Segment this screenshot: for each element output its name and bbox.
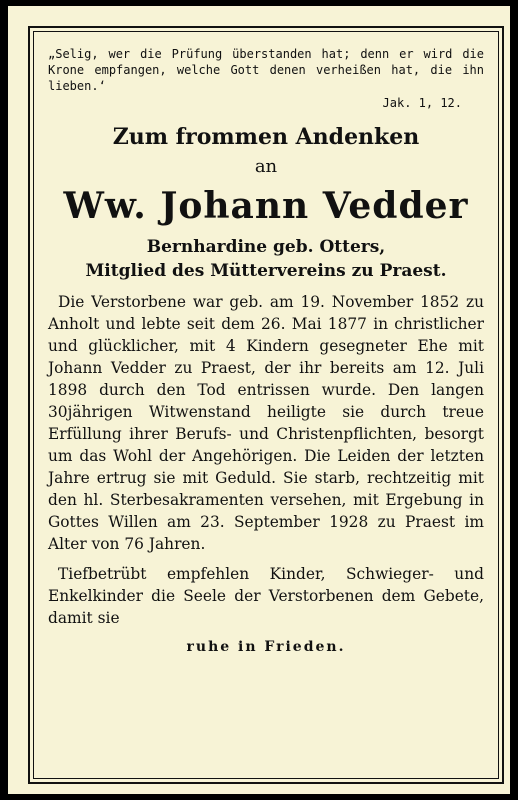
birth-name: Bernhardine geb. Otters,: [146, 237, 386, 257]
deceased-name: Ww. Johann Vedder: [63, 185, 469, 227]
motto-quote: „Selig, wer die Prüfung überstanden hat; denn er wird die Krone empfangen, welche Gott denen verheißen hat, die ihn lieben.‘: [48, 47, 484, 93]
biography-text: Die Verstorbene war geb. am 19. November 1852 zu Anholt und lebte seit dem 26. Mai 1877 in christlicher und glücklicher, mit 4 Kindern gesegneter Ehe mit Johann Vedder zu Praest, der ihr bereits am 12. Juli 1898 durch den Tod entrissen wurde. Den langen 30jährigen Witwenstand heiligte sie durch treue Erfüllung ihrer Berufs- und Christenpflichten, besorgt um das Wohl der Angehörigen. Die Leiden der letzten Jahre ertrug sie mit Geduld. Sie starb, rechtzeitig mit den hl. Sterbesakramenten versehen, mit Ergebung in Gottes Willen am 23. September 1928 zu Praest im Alter von 76 Jahren.: [48, 293, 484, 553]
heading-an: an: [254, 156, 278, 177]
memorial-card: [8, 6, 510, 794]
rest-in-peace: [48, 639, 484, 655]
rip-text: ruhe in Frieden.: [186, 639, 346, 655]
memorial-heading: Zum frommen Andenken: [112, 124, 420, 150]
closing-text: Tiefbetrübt empfehlen Kinder, Schwieger- und Enkelkinder die Seele der Verstorbenen dem Gebete, damit sie: [48, 565, 484, 627]
membership-line: Mitglied des Müttervereins zu Praest.: [85, 261, 447, 281]
card-content: [48, 46, 484, 655]
motto-reference: Jak. 1, 12.: [382, 96, 462, 110]
